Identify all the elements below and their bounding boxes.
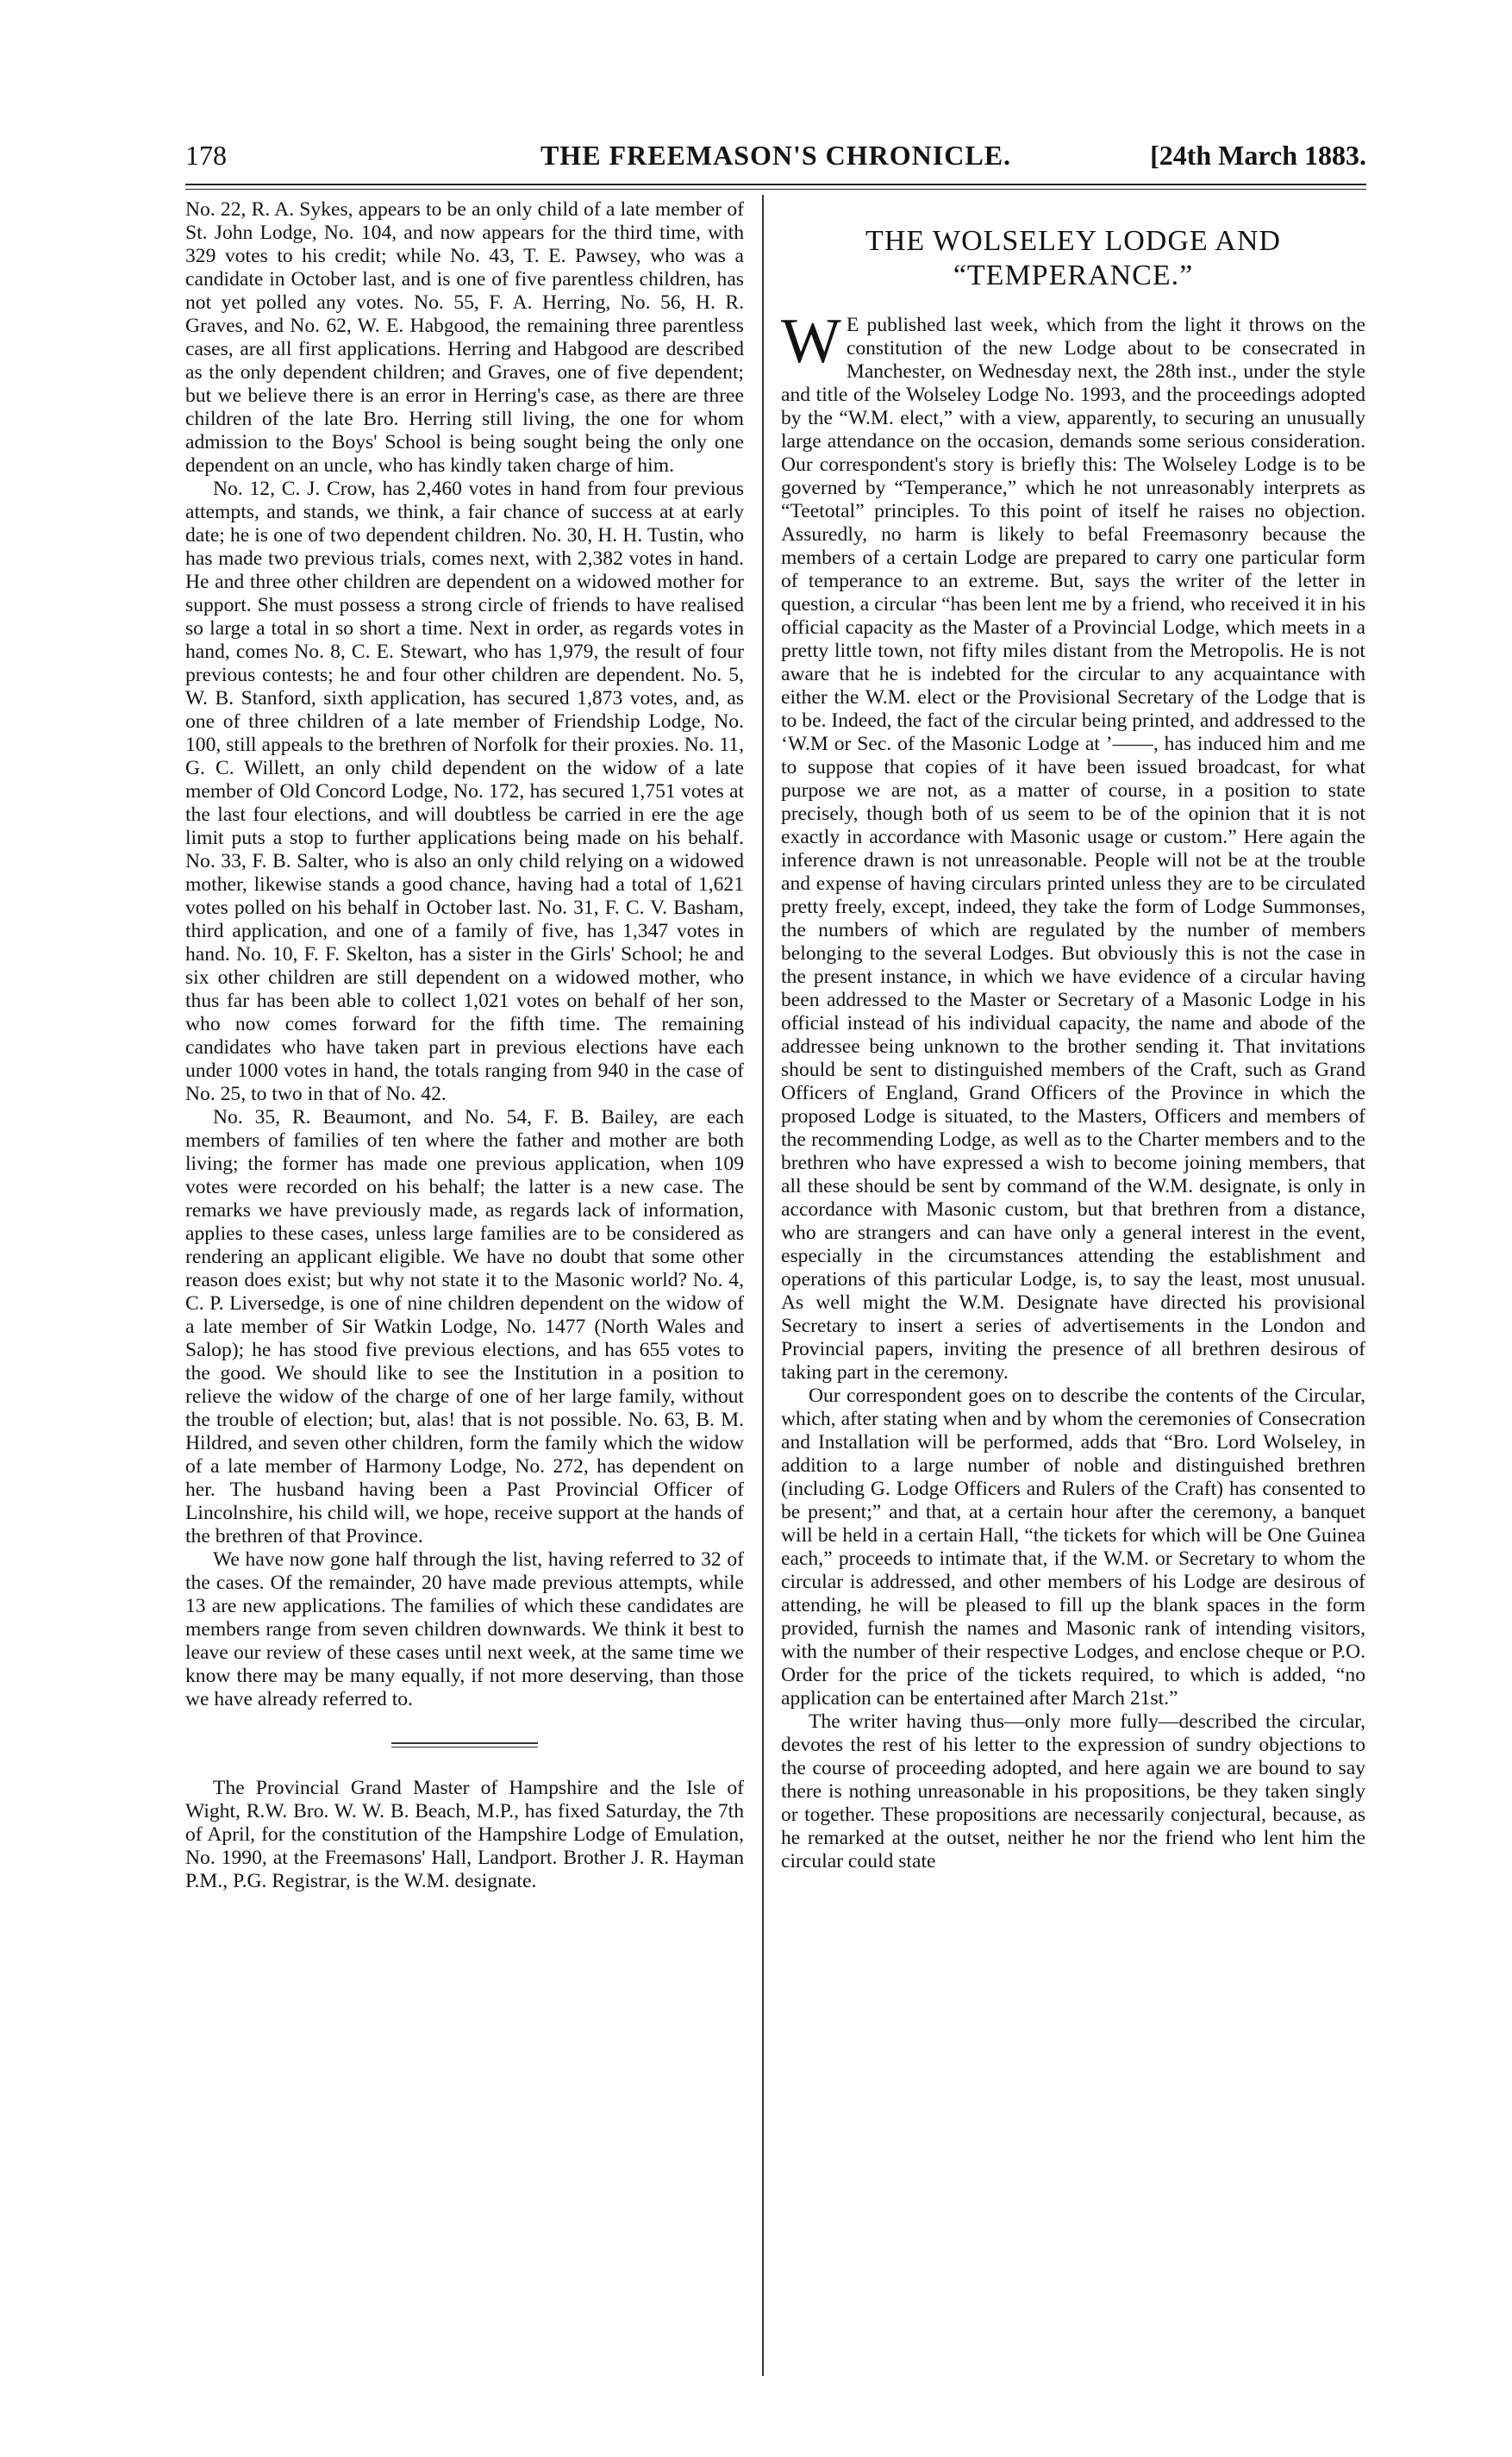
header-rule-thick	[185, 184, 1366, 185]
article-title-line-2: “TEMPERANCE.”	[953, 259, 1194, 291]
left-paragraph-4: We have now gone half through the list, having referred to 32 of the cases. Of the remainder, 20 have made previous attempts, while 13 are new applications. The families of which these candidates are members range from seven children downwards. We think it best to leave our review of these cases until next week, at the same time we know there may be many equally, if not more deserving, than those we have already referred to.	[185, 1548, 744, 1710]
publication-title: THE FREEMASON'S CHRONICLE.	[540, 140, 1012, 171]
left-column	[185, 198, 744, 1893]
lodge-notice: The Provincial Grand Master of Hampshire and the Isle of Wight, R.W. Bro. W. W. B. Beach, M.P., has fixed Saturday, the 7th of April, for the constitution of the Hampshire Lodge of Emulation, No. 1990, at the Freemasons' Hall, Landport. Brother J. R. Hayman P.M., P.G. Registrar, is the W.M. designate.	[185, 1777, 744, 1892]
column-divider	[762, 195, 764, 2376]
section-separator	[391, 1742, 538, 1747]
article-title-line-1: THE WOLSELEY LODGE AND	[865, 225, 1281, 257]
drop-cap: W	[781, 306, 841, 377]
masthead	[185, 140, 1366, 183]
article-title	[781, 224, 1365, 293]
issue-date: [24th March 1883.	[1150, 140, 1366, 171]
left-paragraph-3: No. 35, R. Beaumont, and No. 54, F. B. Bailey, are each members of families of ten where the father and mother are both living; the former has made one previous application, when 109 votes were recorded on his behalf; the latter is a new case. The remarks we have previously made, as regards lack of information, applies to these cases, unless large families are to be considered as rendering an applicant eligible. We have no doubt that some other reason does exist; but why not state it to the Masonic world? No. 4, C. P. Liversedge, is one of nine children dependent on the widow of a late member of Sir Watkin Lodge, No. 1477 (North Wales and Salop); he has stood five previous elections, and has 655 votes to the good. We should like to see the Institution in a position to relieve the widow of the charge of one of her large family, without the trouble of election; but, alas! that is not possible. No. 63, B. M. Hildred, and seven other children, form the family which the widow of a late member of Harmony Lodge, No. 272, has dependent on her. The husband having been a Past Provincial Officer of Lincolnshire, his child will, we hope, receive support at the hands of the brethren of that Province.	[185, 1106, 744, 1547]
right-paragraph-1-text: E published last week, which from the light it throws on the constitution of the new Lodge about to be consecrated in Manchester, on Wednesday next, the 28th inst., under the style and title of the Wolseley Lodge No. 1993, and the proceedings adopted by the “W.M. elect,” with a view, apparently, to securing an unusually large attendance on the occasion, demands some serious consideration. Our correspondent's story is briefly this: The Wolseley Lodge is to be governed by “Temperance,” which he not unreasonably interprets as “Teetotal” principles. To this point of itself he raises no objection. Assuredly, no harm is likely to befal Freemasonry because the members of a certain Lodge are prepared to carry one particular form of temperance to an extreme. But, says the writer of the letter in question, a circular “has been lent me by a friend, who received it in his official capacity as the Master of a Provincial Lodge, which meets in a pretty little town, not fifty miles distant from the Metropolis. He is not aware that he is indebted for the circular to any acquaintance with either the W.M. elect or the Provisional Secretary of the Lodge that is to be. Indeed, the fact of the circular being printed, and addressed to the ‘W.M or Sec. of the Masonic Lodge at ’——, has induced him and me to suppose that copies of it have been issued broadcast, for what purpose we are not, as a matter of course, in a position to state precisely, though both of us seem to be of the opinion that it is not exactly in accordance with Masonic usage or custom.” Here again the inference drawn is not unreasonable. People will not be at the trouble and expense of having circulars printed unless they are to be circulated pretty freely, except, indeed, they take the form of Lodge Summonses, the numbers of which are regulated by the number of members belonging to the several Lodges. But obviously this is not the case in the present instance, in which we have evidence of a circular having been addressed to the Master or Secretary of a Masonic Lodge in his official instead of his individual capacity, the name and abode of the addressee being unknown to the brother sending it. That invitations should be sent to distinguished members of the Craft, such as Grand Officers of England, Grand Officers of the Province in which the proposed Lodge is situated, to the Masters, Officers and members of the recommending Lodge, as well as to the Charter members and to the brethren who have expressed a wish to become joining members, that all these should be sent by command of the W.M. designate, is only in accordance with Masonic custom, but that brethren from a distance, who are strangers and can have only a general interest in the event, especially in the circumstances attending the establishment and operations of this particular Lodge, is, to say the least, most unusual. As well might the W.M. Designate have directed his provisional Secretary to insert a series of advertisements in the London and Provincial papers, inviting the presence of all brethren desirous of taking part in the ceremony.	[781, 314, 1365, 1384]
right-column	[781, 198, 1365, 1873]
left-paragraph-2: No. 12, C. J. Crow, has 2,460 votes in hand from four previous attempts, and stands, we think, a fair chance of success at at early date; he is one of two dependent children. No. 30, H. H. Tustin, who has made two previous trials, comes next, with 2,382 votes in hand. He and three other children are dependent on a widowed mother for support. She must possess a strong circle of friends to have realised so large a total in so short a time. Next in order, as regards votes in hand, comes No. 8, C. E. Stewart, who has 1,979, the result of four previous contests; he and four other children are dependent. No. 5, W. B. Stanford, sixth application, has secured 1,873 votes, and, as one of three children of a late member of Friendship Lodge, No. 100, still appeals to the brethren of Norfolk for their proxies. No. 11, G. C. Willett, an only child dependent on the widow of a late member of Old Concord Lodge, No. 172, has secured 1,751 votes at the last four elections, and will doubtless be carried in ere the age limit puts a stop to further applications being made on his behalf. No. 33, F. B. Salter, who is also an only child relying on a widowed mother, likewise stands a good chance, having had a total of 1,621 votes polled on his behalf in October last. No. 31, F. C. V. Basham, third application, and one of a family of five, has 1,347 votes in hand. No. 10, F. F. Skelton, has a sister in the Girls' School; he and six other children are still dependent on a widowed mother, who thus far has been able to collect 1,021 votes on behalf of her son, who now comes forward for the fifth time. The remaining candidates who have taken part in previous elections have each under 1000 votes in hand, the totals ranging from 940 in the case of No. 25, to two in that of No. 42.	[185, 478, 744, 1105]
right-paragraph-3: The writer having thus—only more fully—described the circular, devotes the rest of his letter to the expression of sundry objections to the course of proceeding adopted, and here again we are bound to say there is nothing unreasonable in his propositions, be they taken singly or together. These propositions are necessarily conjectural, because, as he remarked at the outset, neither he nor the friend who lent him the circular could state	[781, 1710, 1365, 1872]
left-paragraph-1: No. 22, R. A. Sykes, appears to be an only child of a late member of St. John Lodge, No. 104, and now appears for the third time, with 329 votes to his credit; while No. 43, T. E. Pawsey, who was a candidate in October last, and is one of five parentless children, has not yet polled any votes. No. 55, F. A. Herring, No. 56, H. R. Graves, and No. 62, W. E. Habgood, the remaining three parentless cases, are all first applications. Herring and Habgood are described as the only dependent children; and Graves, one of five dependent; but we believe there is an error in Herring's case, as there are three children of the late Bro. Herring still living, the one for whom admission to the Boys' School is being sought being the only one dependent on an uncle, who has kindly taken charge of him.	[185, 198, 744, 477]
page-number: 178	[185, 140, 227, 171]
right-paragraph-2: Our correspondent goes on to describe the contents of the Circular, which, after stating when and by whom the ceremonies of Consecration and Installation will be performed, adds that “Bro. Lord Wolseley, in addition to a large number of noble and distinguished brethren (including G. Lodge Officers and Rulers of the Craft) has consented to be present;” and that, at a certain hour after the ceremony, a banquet will be held in a certain Hall, “the tickets for which will be One Guinea each,” proceeds to intimate that, if the W.M. or Secretary to whom the circular is addressed, and other members of his Lodge are desirous of attending, he will be pleased to fill up the blank spaces in the form provided, furnish the names and Masonic rank of intending visitors, with the number of their respective Lodges, and enclose cheque or P.O. Order for the price of the tickets required, to which is added, “no application can be entertained after March 21st.”	[781, 1385, 1365, 1710]
header-rule-thin	[185, 189, 1366, 190]
right-paragraph-1	[781, 306, 1365, 1385]
